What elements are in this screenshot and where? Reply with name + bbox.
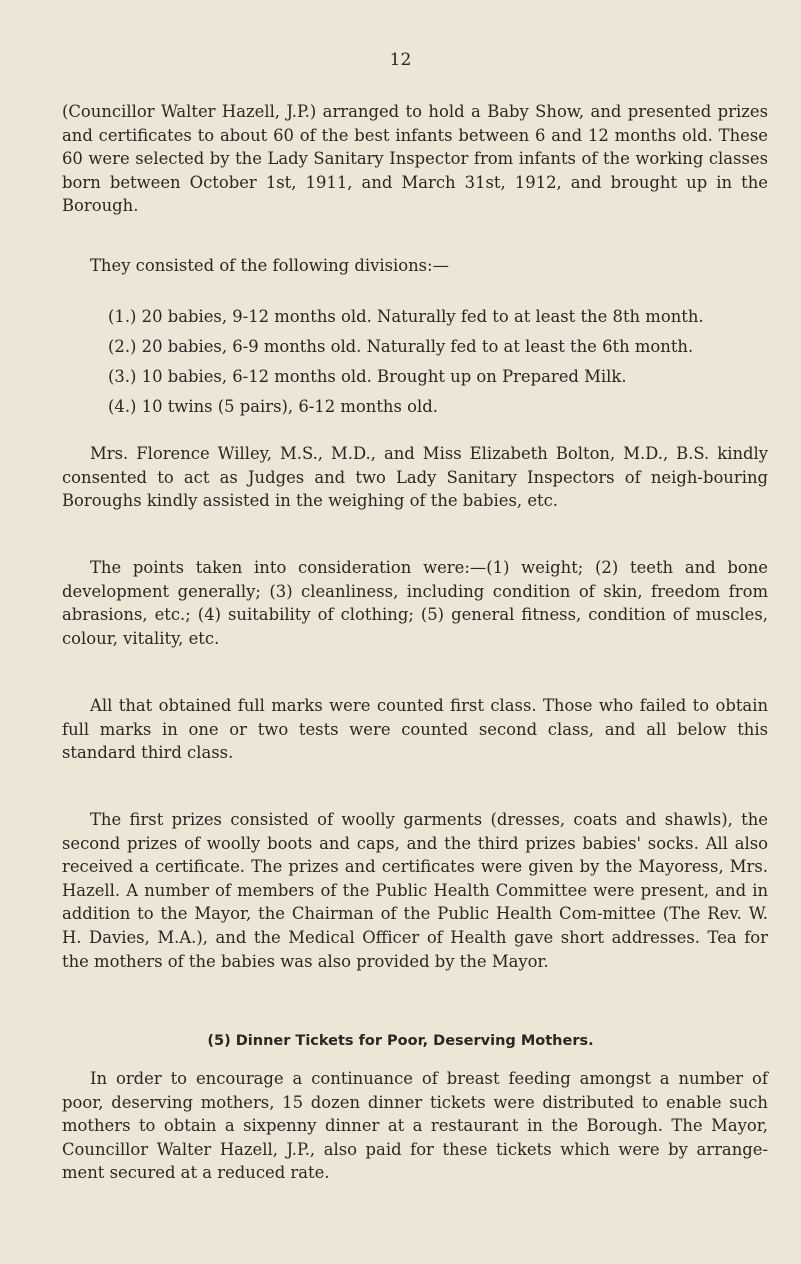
paragraph-marks: All that obtained full marks were counted first class. Those who failed to obtain full marks in one or two tests were counted second class, and all below this standard third class. [62, 696, 768, 763]
division-item: (3.) 10 babies, 6-12 months old. Brought up on Prepared Milk. [108, 367, 627, 386]
divisions-list [108, 302, 768, 422]
paragraph-dinner: In order to encourage a continuance of breast feeding amongst a number of poor, deserving mothers, 15 dozen dinner tickets were distributed to enable such mothers to obtain a sixpenny dinner at a restaurant in the Borough. The Mayor, Councillor Walter Hazell, J.P., also paid for these tickets which were by arrange-ment secured at a reduced rate. [62, 1069, 768, 1183]
division-item: (1.) 20 babies, 9-12 months old. Naturally fed to at least the 8th month. [108, 307, 704, 326]
division-item: (4.) 10 twins (5 pairs), 6-12 months old. [108, 397, 438, 416]
paragraph-judges: Mrs. Florence Willey, M.S., M.D., and Miss Elizabeth Bolton, M.D., B.S. kindly consented to act as Judges and two Lady Sanitary Inspectors of neigh-bouring Boroughs kindly assisted in the weighing of the babies, etc. [62, 444, 768, 511]
section-heading: (5) Dinner Tickets for Poor, Deserving Mothers. [207, 1033, 594, 1049]
paragraph-intro: (Councillor Walter Hazell, J.P.) arranged to hold a Baby Show, and presented prizes and certificates to about 60 of the best infants between 6 and 12 months old. These 60 were selected by the Lady Sanitary Inspector from infants of the working classes born between October 1st, 1911, and March 31st, 1912, and brought up in the Borough. [62, 102, 768, 216]
paragraph-divisions-intro: They consisted of the following divisions:— [90, 256, 449, 275]
paragraph-prizes: The first prizes consisted of woolly garments (dresses, coats and shawls), the second prizes of woolly boots and caps, and the third prizes babies' socks. All also received a certificate. The prizes and certificates were given by the Mayoress, Mrs. Hazell. A number of members of the Public Health Committee were present, and in addition to the Mayor, the Chairman of the Public Health Com-mittee (The Rev. W. H. Davies, M.A.), and the Medical Officer of Health gave short addresses. Tea for the mothers of the babies was also provided by the Mayor. [62, 810, 768, 971]
division-item: (2.) 20 babies, 6-9 months old. Naturally fed to at least the 6th month. [108, 337, 694, 356]
paragraph-points: The points taken into consideration were:—(1) weight; (2) teeth and bone development generally; (3) cleanliness, including condition of skin, freedom from abrasions, etc.; (4) suitability of clothing; (5) general fitness, condition of muscles, colour, vitality, etc. [62, 558, 768, 648]
page-number: 12 [389, 50, 412, 70]
